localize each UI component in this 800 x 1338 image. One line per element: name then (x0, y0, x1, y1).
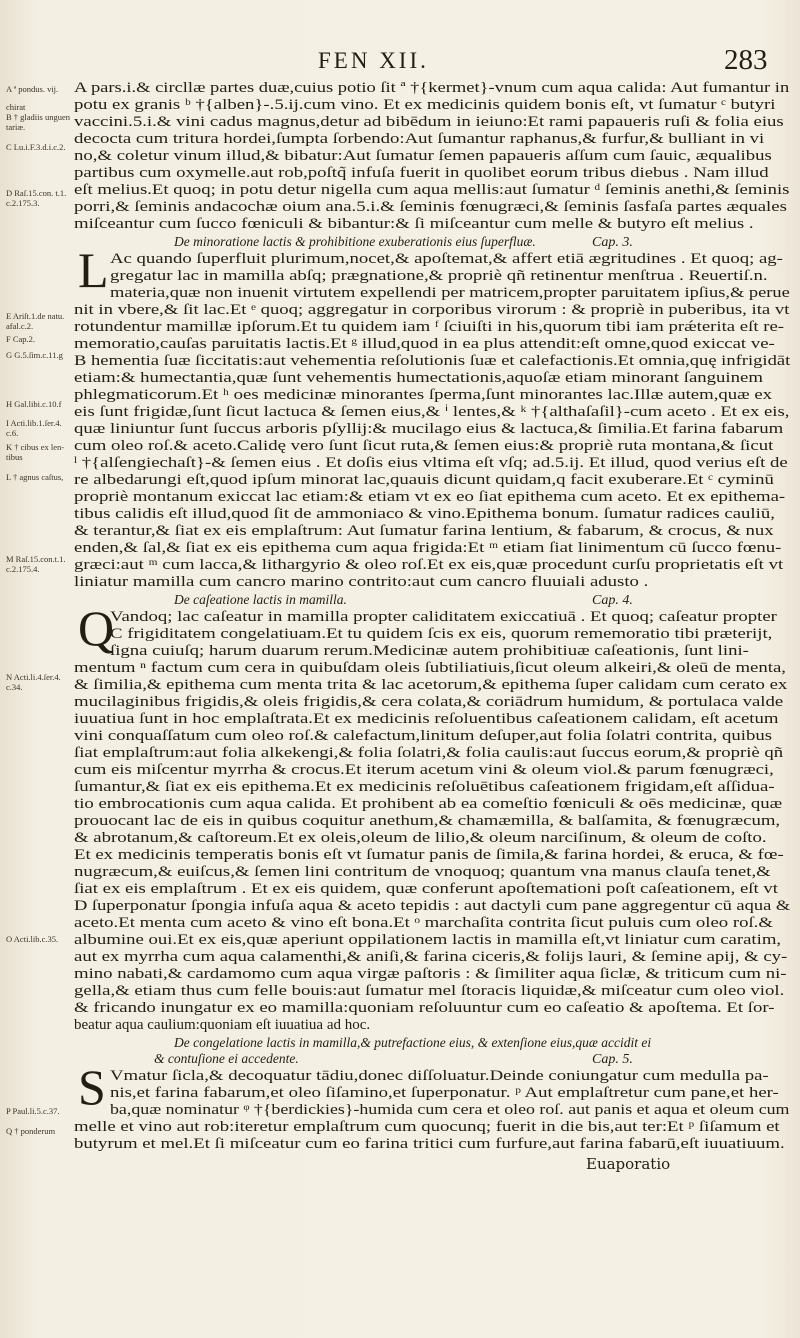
margin-note: Q † ponderum (6, 1126, 56, 1136)
text-line: partibus cum oxymelle.aut rob,poſtq̃ infuſa fuerit in quolibet eorum tribus diebus . Nam illud (74, 165, 769, 181)
margin-note: chirat (6, 102, 26, 112)
text-line: Et ex medicinis temperatis bonis eſt vt ſumatur panis de ſimila,& farina hordei, & eruca, & fœ- (74, 847, 784, 863)
text-line: & abrotanum,& caſtoreum.Et ex oleis,oleum de lilio,& oleum narciſinum, & oleum de coſto. (74, 830, 767, 846)
text-line: Ac quando ſuperfluit plurimum,nocet,& apoſtemat,& affert etiā ægritudines . Et quoq; ag- (110, 251, 783, 267)
text-line: cum eis miſcentur myrrha & crocus.Et iterum acetum vini & oleum viol.& parum fœnugræci, (74, 762, 774, 778)
drop-cap: S (78, 1059, 106, 1115)
text-line: ˡ †{alſengiechaſt}-& ſemen eius . Et doſis eius vltima eſt vſq; ad.5.ij. Et illud, quod verius eſt de (74, 455, 788, 471)
text-line: ſiat emplaſtrum:aut folia alkekengi,& folia ſolatri,& folia caulis:aut ſuccus eorum,& propriè qñ (74, 745, 784, 761)
text-line: ſigna cuiuſq; harum duarum rerum.Medicinæ autem prohibitiuæ caſeationis, ſunt lini- (110, 643, 749, 659)
margin-note: F Cap.2. (6, 334, 36, 344)
chapter-heading: De congelatione lactis in mamilla,& putrefactione eius, & extenſione eius,quæ accidit ei (174, 1035, 652, 1050)
text-line: re albedarungi eſt,quod ipſum minorat lac,quauis dicunt quidam,q facit exuberare.Et ᶜ cyminū (74, 472, 774, 488)
drop-cap: L (78, 242, 109, 298)
margin-note: H Gal.libi.c.10.f (6, 399, 62, 409)
margin-note: D Raſ.15.con. t.1. c.2.175.3. (6, 188, 67, 208)
text-line: eſt melius.Et quoq; in potu detur nigella cum aqua mellis:aut ſumatur ᵈ ſeminis anethi,& ſeminis (74, 182, 790, 198)
margin-note: C Lu.i.F.3.d.i.c.2. (6, 142, 66, 152)
page-number: 283 (724, 44, 768, 76)
text-line: materia,quæ non inuenit virtutem expellendi per matricem,propter paruitatem ipſius,& perue (110, 285, 790, 301)
text-line: mucilaginibus frigidis,& oleis frigidis,& cera colata,& coriādrum humidum, & portulaca valde (74, 694, 784, 710)
text-line: porri,& ſeminis andacochæ oium ana.5.i.& ſeminis fœnugræci,& ſeminis ſasfaſa partes æquales (74, 199, 787, 215)
text-line: græci:aut ᵐ cum lacca,& lithargyrio & oleo roſ.Et ex eis,quæ procedunt curſu proprietatis eſt vt (74, 557, 784, 573)
text-line: B hementia ſuæ ſiccitatis:aut vehementia reſolutionis ſuæ et calefactionis.Et omnia,quę infrigidāt (74, 353, 791, 369)
running-head: FEN XII. (318, 48, 429, 73)
text-line: beatur aqua caulium:quoniam eſt iuuatiua ad hoc. (74, 1017, 371, 1033)
text-line: iuuatiua ſunt in hoc emplaſtrata.Et ex medicinis reſoluentibus caſeationem calidam, eſt acetum (74, 711, 779, 727)
text-line: aut ex myrrha cum aqua calamenthi,& aniſi,& farina ciceris,& folijs lauri, & ſemine apij, & cy- (74, 949, 788, 965)
drop-cap: Q (78, 600, 115, 656)
text-line: albumine oui.Et ex eis,quæ aperiunt oppilationem lactis in mamilla eſt,vt liniatur cum caratim, (74, 932, 782, 948)
text-line: & ſimilia,& epithema cum menta trita & lac acetorum,& epithema ſuper calidam cum cerato ex (74, 677, 788, 693)
page-header (0, 44, 800, 84)
text-line: cum oleo roſ.& aceto.Calidę vero ſunt ſicut ruta,& ſemen eius:& propriè ruta montana,& ſicut (74, 438, 774, 454)
chapter-number: Cap. 4. (592, 593, 633, 608)
text-line: tio embrocationis cum aqua calida. Et prohibent ab ea comeſtio fœniculi & oēs medicinæ, quæ (74, 796, 783, 812)
margin-note: O Acti.lib.c.35. (6, 934, 59, 944)
text-line: memoratio,cauſas paruitatis lactis.Et ᵍ illud,quod in ea plus attendit:eſt omne,quod exiccat ve- (74, 336, 775, 352)
margin-note: I Acti.lib.1.ſer.4. c.6. (6, 418, 62, 438)
margin-note: K † cibus ex len- tibus (6, 442, 65, 462)
text-line: melle et vino aut rob:iteretur emplaſtrum cum quocunq; fuerit in die bis,aut ter:Et ᵖ ſiſamum et (74, 1119, 780, 1135)
margin-note: A ª pondus. vij. (6, 84, 59, 94)
text-line: eis ſunt frigidæ,ſunt ſicut lactuca & ſemen eius,& ⁱ lentes,& ᵏ †{althaſaſil}-cum aceto . Et ex eis, (74, 404, 790, 420)
text-line: ba,quæ nominatur ᵠ †{berdickies}-humida cum cera et oleo roſ. aut panis et aqua et oleum cum (110, 1102, 790, 1118)
text-line: nit in vbere,& ſit lac.Et ᵉ quoq; aggregatur in corporibus virorum : & propriè in puberibus, ita vt (74, 302, 790, 318)
text-line: ſumantur,& ſiat ex eis epithema.Et ex medicinis reſoluētibus caſeationem frigidam,eſt aſſidua- (74, 779, 775, 795)
text-line: liniatur mamilla cum cancro marino contrito:aut cum cancro fluuiali adusto . (74, 574, 649, 590)
text-line: rotundentur mamillæ ipſorum.Et tu quidem iam ᶠ ſciuiſti in his,quorum tibi iam prǽterita eſt re- (74, 319, 785, 335)
text-line: vini conquaſſatum cum oleo roſ.& calefactum,linitum deſuper,aut folia ſolatri contrita, quibus (74, 728, 773, 744)
text-line: no,& coletur vinum illud,& bibatur:Aut ſumatur ſemen papaueris aſſum cum ſauic, æqualibus (74, 148, 772, 164)
chapter-number: Cap. 5. (592, 1052, 633, 1067)
margin-notes (6, 84, 68, 1314)
text-line: A pars.i.& circllæ partes duæ,cuius potio ſit ª †{kermet}-vnum cum aqua calida: Aut fumantur in (74, 80, 790, 96)
text-line: phlegmaticorum.Et ʰ oes medicinæ minorantes ſperma,ſunt minorantes lac.Illæ autem,quæ ex (74, 387, 773, 403)
text-line: gella,& etiam thus cum felle bouis:aut ſumatur mel ſtoracis liquidæ,& miſceatur cum oleo viol. (74, 983, 785, 999)
margin-note: P Paul.li.5.c.37. (6, 1106, 60, 1116)
text-line: Vandoq; lac caſeatur in mamilla propter caliditatem exiccatiuā . Et quoq; caſeatur propter (110, 609, 777, 625)
text-line: mino nabati,& cardamomo cum aqua virgæ paſtoris : & ſimiliter aqua ſiclæ, & triticum cum ni- (74, 966, 787, 982)
text-line: mentum ⁿ factum cum cera in quibuſdam oleis ſubtiliatiuis,ſicut oleum alkeiri,& oleū de menta, (74, 660, 786, 676)
margin-note: L † agnus caſtus, (6, 472, 64, 482)
chapter-heading-cont: & contuſione ei accedente. (154, 1051, 299, 1066)
chapter-heading: De caſeatione lactis in mamilla. (174, 592, 347, 607)
text-line: miſceantur cum ſucco fœniculi & bibantur:& ſi miſceantur cum melle & butyro eſt melius . (74, 216, 754, 232)
margin-note: N Acti.li.4.ſer.4. c.34. (6, 672, 61, 692)
text-line: etiam:& humectantia,quæ ſunt vehementis humectationis,aquoſæ etiam minorant ſanguinem (74, 370, 763, 386)
text-line: decocta cum tritura hordei,ſumpta ſorbendo:Aut ſumantur raphanus,& furfur,& bulliant in vi (74, 131, 765, 147)
text-line: nugræcum,& euiſcus,& ſemen lini contritum de vnoquoq; quantum vna manus clauſa tenet,& (74, 864, 771, 880)
text-line: D ſuperponatur ſpongia infuſa aqua & aceto tepidis : aut dactyli cum pane aggregentur cū aqua & (74, 898, 791, 914)
catchword: Euaporatio (586, 1155, 671, 1173)
text-line: ſiat ex eis emplaſtrum . Et ex eis quidem, quæ conferunt apoſtemationi poſt caſeationem, eſt vt (74, 881, 778, 897)
chapter-heading: De minoratione lactis & prohibitione exuberationis eius ſuperfluæ. (174, 234, 536, 249)
margin-note: G G.5.ſim.c.11.g (6, 350, 63, 360)
text-line: Vmatur ſicla,& decoquatur tādiu,donec diſſoluatur.Deinde coniungatur cum medulla pa- (110, 1068, 769, 1084)
main-text (74, 80, 794, 1320)
text-line: aceto.Et menta cum aceto & vino eſt bona.Et ᵒ marchaſita contrita ſicut puluis cum oleo roſ.& (74, 915, 773, 931)
text-line: tibus calidis eſt illud,quod ſit de ammoniaco & vino.Epithema bonum. ſumatur radices cauliū, (74, 506, 775, 522)
text-line: & terantur,& ſiat ex eis emplaſtrum: Aut ſumatur farina lentium, & fabarum, & crocus, & nux (74, 523, 774, 539)
text-line: prouocant lac de eis in quibus coquitur anethum,& chamæmilla, & balſamita, & fœnugræcum, (74, 813, 781, 829)
margin-note: E Ariſt.1.de natu. afal.c.2. (6, 311, 65, 331)
text-line: gregatur lac in mamilla abſq; prægnatione,& propriè qñ retinentur menſtrua . Reuertiſ.n. (110, 268, 768, 284)
text-line: potu ex granis ᵇ †{alben}-.5.ij.cum vino. Et ex medicinis quidem bonis eſt, vt ſumatur ᶜ butyri (74, 97, 776, 113)
text-line: nis,et farina fabarum,et oleo ſiſamino,et ſuperponatur. ᵖ Aut emplaſtretur cum pane,et her- (110, 1085, 779, 1101)
margin-note: M Raſ.15.con.t.1. c.2.175.4. (6, 554, 66, 574)
text-line: propriè montanum exiccat lac etiam:& etiam vt ex eo ſiat epithema cum aceto. Et ex epithema- (74, 489, 786, 505)
text-line: butyrum et mel.Et ſi miſceatur cum eo farina tritici cum furfure,aut farina fabarū,eſt iuuatiuum. (74, 1136, 785, 1152)
text-line: & fricando inungatur ex eo mamilla:quoniam reſoluuntur cum eo caſeatio & apoſtema. Et ſor- (74, 1000, 775, 1016)
chapter-number: Cap. 3. (592, 235, 633, 250)
text-line: vaccini.5.i.& vini cadus magnus,detur ad bibēdum in ieiuno:Et rami papaueris ruſi & folia eius (74, 114, 784, 130)
text-line: C frigiditatem congelatiuam.Et tu quidem ſcis ex eis, quorum rememoratio tibi præterijt, (110, 626, 773, 642)
margin-note: B † gladiis unguen tariæ. (6, 112, 70, 132)
text-line: quæ liniuntur ſunt ſuccus arboris pſyllij:& mucilago eius & lactuca,& ſimilia.Et farina fabarum (74, 421, 784, 437)
text-line: enden,& ſal,& ſiat ex eis epithema cum aqua frigida:Et ᵐ etiam ſiat linimentum cū ſucco fœnu- (74, 540, 782, 556)
